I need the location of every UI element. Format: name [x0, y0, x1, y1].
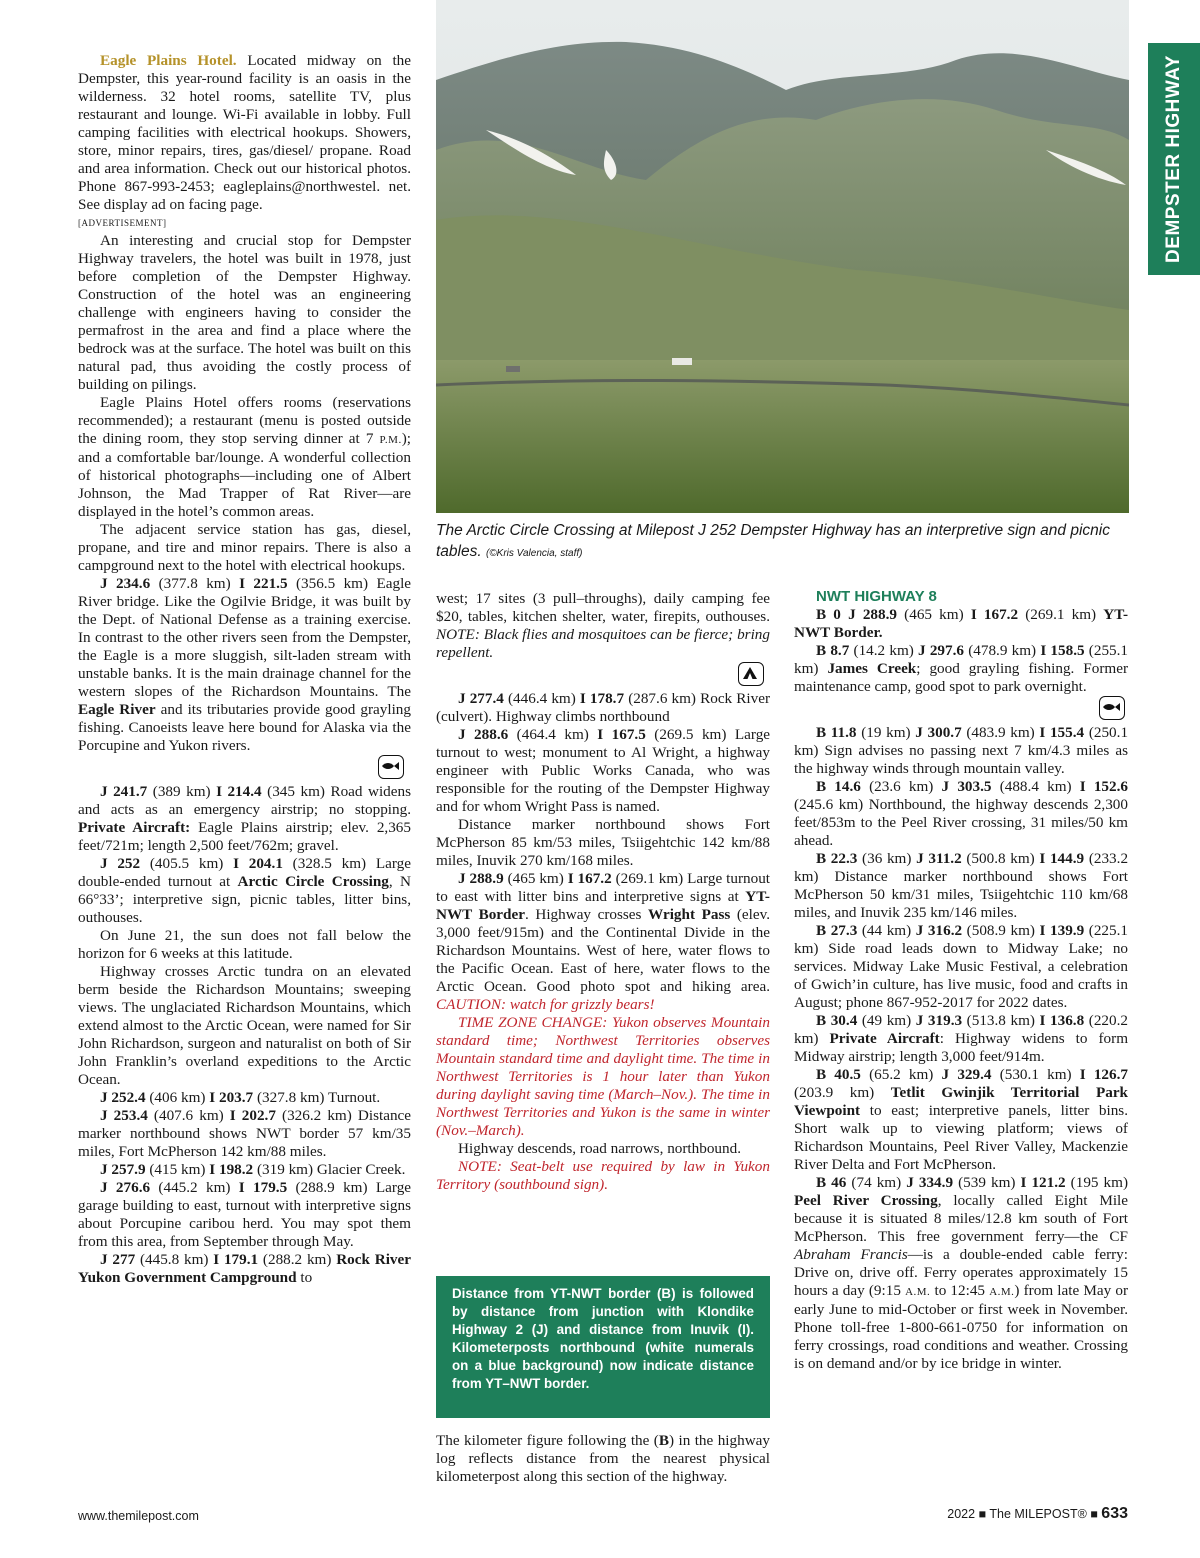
hotel-name: Eagle Plains Hotel. [100, 52, 237, 69]
photo-caption [436, 520, 1116, 564]
hotel-history: An interesting and crucial stop for Dempster Highway travelers, the hotel was built in 1978, just before completion of the Dempster Highway. Construction of the hotel was an engineering challenge with engineers having to consider the permafrost in the area and find a place where the bedrock was at the surface. The hotel was built on this natural pad, thus avoiding the costly process of building on pilings. [78, 232, 411, 393]
log-entry-j241: J 241.7 (389 km) I 214.4 (345 km) Road widens and acts as an emergency airstrip; no stopping. Private Aircraft: Eagle Plains airstrip; elev. 2,365 feet/721m; length 2,500 feet/762m; gravel. [78, 783, 412, 854]
column-2-bottom [436, 1432, 770, 1486]
log-entry-b40-5: B 40.5 (65.2 km) J 329.4 (530.1 km) I 126.7 (203.9 km) Tetlit Gwinjik Territorial Park Viewpoint to east; interpretive panels, litter bins. Short walk up to viewing platform; views of Richardson Mountains, Peel River Valley, Mackenzie River Delta and Fort McPherson. [794, 1066, 1129, 1173]
landscape-photo-illustration [436, 0, 1129, 513]
publication-label: 2022 ■ The MILEPOST® ■ [947, 1507, 1098, 1521]
photo-credit: (©Kris Valencia, staff) [485, 548, 583, 559]
kilometerpost-info-box [436, 1276, 770, 1418]
hotel-services: Eagle Plains Hotel offers rooms (reservations recommended); a restaurant (menu is posted outside the dining room, they stop serving dinner at 7 P.M.); and a comfortable bar/lounge. A wonderful collection of historical photographs—including one of Albert Johnson, the Mad Trapper of Rat River—are displayed in the hotel’s common areas. [78, 394, 411, 520]
midnight-sun-note: On June 21, the sun does not fall below the horizon for 6 weeks at this latitude. [78, 927, 411, 962]
log-entry-j277-4: J 277.4 (446.4 km) I 178.7 (287.6 km) Rock River (culvert). Highway climbs northbound [436, 690, 770, 725]
distance-marker-note: Distance marker northbound shows Fort McPherson 85 km/53 miles, Tsiigehtchic 142 km/88 miles, Inuvik 270 km/168 miles. [436, 816, 770, 869]
fish-icon-spacer [78, 755, 411, 783]
website-footer: www.themilepost.com [78, 1509, 199, 1523]
log-entry-j234: J 234.6 (377.8 km) I 221.5 (356.5 km) Eagle River bridge. Like the Ogilvie Bridge, it was built by the Dept. of National Defense as a training exercise. In contrast to the other rivers seen from the Dempster, the Eagle is a more sluggish, silt-laden stream with unstable banks. It is the main drainage channel for the western slopes of the Richardson Mountains. The Eagle River and its tributaries provide good grayling fishing. Canoeists leave here bound for Alaska via the Porcupine and Yukon rivers. [78, 575, 412, 754]
log-entry-b8-7: B 8.7 (14.2 km) J 297.6 (478.9 km) I 158.5 (255.1 km) James Creek; good grayling fishing. Former maintenance camp, good spot to park overnight. [794, 642, 1129, 695]
nwt-highway-8-header: NWT HIGHWAY 8 [816, 588, 937, 605]
log-entry-j288-6: J 288.6 (464.4 km) I 167.5 (269.5 km) Large turnout to west; monument to Al Wright, a highway engineer with Public Works Canada, who was responsible for the routing of the Dempster Highway and for whom Wright Pass is named. [436, 726, 771, 815]
kilometerpost-info-text: Distance from YT-NWT border (B) is followed by distance from junction with Klondike Highway 2 (J) and distance from Inuvik (I). Kilometerposts northbound (white numerals on a blue background) now indicate distance from YT–NWT border. [452, 1286, 754, 1391]
section-tab-label: DEMPSTER HIGHWAY [1163, 55, 1184, 263]
kilometer-figure-note: The kilometer figure following the (B) in the highway log reflects distance from the nearest physical kilometerpost along this section of the highway. [436, 1432, 770, 1485]
black-flies-note: NOTE: Black flies and mosquitoes can be fierce; bring repellent. [436, 626, 770, 661]
log-entry-j276-6: J 276.6 (445.2 km) I 179.5 (288.9 km) Large garage building to east, turnout with interpretive signs about Porcupine caribou herd. You may spot them from this area, from September through May. [78, 1179, 412, 1250]
log-entry-j253-4: J 253.4 (407.6 km) I 202.7 (326.2 km) Distance marker northbound shows NWT border 57 km/35 miles, Fort McPherson 142 km/88 miles. [78, 1107, 412, 1160]
log-entry-b30-4: B 30.4 (49 km) J 319.3 (513.8 km) I 136.8 (220.2 km) Private Aircraft: Highway widens to form Midway airstrip; length 3,000 feet/914m. [794, 1012, 1129, 1065]
column-1 [78, 52, 411, 1287]
log-entry-b46: B 46 (74 km) J 334.9 (539 km) I 121.2 (195 km) Peel River Crossing, locally called Eight Mile because it is situated 8 miles/12.8 km south of Fort McPherson. This free government ferry—the CF Abraham Francis—is a double-ended cable ferry: Drive on, drive off. Ferry operates approximately 15 hours a day (9:15 A.M. to 12:45 A.M.) from late May or early June to mid-October or first week in November. Phone toll-free 1-800-661-0750 for information on ferry crossings, road conditions and weather. Crossing is on demand and/or by ice bridge in winter. [794, 1174, 1129, 1372]
highway-descends-note: Highway descends, road narrows, northbound. [458, 1140, 742, 1157]
campground-continued: west; 17 sites (3 pull–throughs), daily camping fee $20, tables, kitchen shelter, water, firepits, outhouses. NOTE: Black flies and mosquitoes can be fierce; bring repellent. [436, 590, 770, 661]
fish-icon [1099, 696, 1125, 720]
caption-text: The Arctic Circle Crossing at Milepost J 252 Dempster Highway has an interpretive sign and picnic tables. [436, 522, 1110, 560]
time-zone-change: TIME ZONE CHANGE: Yukon observes Mountain standard time; Northwest Territories observes Mountain standard time and daylight time. The time in Northwest Territories is 1 hour later than Yukon during daylight saving time (March–Nov.). The time in Northwest Territories and Yukon is the same in winter (Nov.–March). [436, 1014, 770, 1139]
log-entry-j288-9: J 288.9 (465 km) I 167.2 (269.1 km) Large turnout to east with litter bins and interpretive signs at YT-NWT Border. Highway crosses Wright Pass (elev. 3,000 feet/915m) and the Continental Divide in the Richardson Mountains. West of here, water flows to the Pacific Ocean. East of here, water flows to the Arctic Ocean. Good photo spot and hiking area. CAUTION: watch for grizzly bears! [436, 870, 771, 1013]
hotel-ad-text: Located midway on the Dempster, this year-round facility is an oasis in the wilderness. 32 hotel rooms, satellite TV, plus restaurant and lounge. Wi-Fi available in lobby. Full camping facilities with electrical hookups. Showers, store, minor repairs, tires, gas/diesel/ propane. Road and area information. Check out our historical photos. Phone 867-993-2453; eagleplains@northwestel. net. See display ad on facing page. [78, 52, 412, 213]
log-entry-b14-6: B 14.6 (23.6 km) J 303.5 (488.4 km) I 152.6 (245.6 km) Northbound, the highway descends 2,300 feet/853m to the Peel River crossing, 31 miles/50 km ahead. [794, 778, 1129, 849]
service-station: The adjacent service station has gas, diesel, propane, and tire and minor repairs. There is also a campground next to the hotel with electrical hookups. [78, 521, 411, 574]
advertisement-label: [ADVERTISEMENT] [78, 218, 167, 228]
log-entry-j252: J 252 (405.5 km) I 204.1 (328.5 km) Large double-ended turnout at Arctic Circle Crossing, N 66°33’; interpretive sign, picnic tables, litter bins, outhouses. [78, 855, 412, 926]
log-entry-b0: B 0 J 288.9 (465 km) I 167.2 (269.1 km) YT-NWT Border. [794, 606, 1129, 641]
pm-label: P.M. [379, 434, 402, 446]
log-entry-b11-8: B 11.8 (19 km) J 300.7 (483.9 km) I 155.4 (250.1 km) Sign advises no passing next 7 km/4.3 miles as the highway winds through mountain valley. [794, 724, 1129, 777]
log-entry-j277: J 277 (445.8 km) I 179.1 (288.2 km) Rock River Yukon Government Campground to [78, 1251, 412, 1286]
page-number: 633 [1101, 1505, 1128, 1522]
hotel-ad [78, 52, 411, 232]
column-2 [436, 590, 770, 1194]
grizzly-caution: CAUTION: watch for grizzly bears! [436, 996, 655, 1013]
log-entry-b27-3: B 27.3 (44 km) J 316.2 (508.9 km) I 139.9 (225.1 km) Side road leads down to Midway Lake; no services. Midway Lake Music Festival, a celebration of Gwich’in culture, has live music, food and crafts in August; phone 867-952-2017 for 2022 dates. [794, 922, 1129, 1011]
log-entry-j257-9: J 257.9 (415 km) I 198.2 (319 km) Glacier Creek. [100, 1161, 406, 1178]
richardson-mountains-note: Highway crosses Arctic tundra on an elevated berm beside the Richardson Mountains; sweeping views. The unglaciated Richardson Mountains, which extend almost to the Arctic Ocean, were named for Sir John Richardson, surgeon and naturalist on both of Sir John Franklin’s overland expeditions to the Arctic Ocean. [78, 963, 411, 1088]
log-entry-j252-4: J 252.4 (406 km) I 203.7 (327.8 km) Turnout. [100, 1089, 381, 1106]
fish-icon-spacer-2 [794, 696, 1128, 724]
seatbelt-note: NOTE: Seat-belt use required by law in Yukon Territory (southbound sign). [436, 1158, 770, 1193]
arctic-circle-photo [436, 0, 1129, 513]
column-3 [794, 588, 1128, 1373]
section-tab [1148, 43, 1200, 275]
log-entry-b22-3: B 22.3 (36 km) J 311.2 (500.8 km) I 144.9 (233.2 km) Distance marker northbound shows Fort McPherson 50 km/31 miles, Tsiigehtchic 110 km/68 miles, and Inuvik 235 km/146 miles. [794, 850, 1129, 921]
campground-icon-spacer [436, 662, 770, 690]
campground-icon [738, 662, 764, 686]
page-footer [938, 1505, 1128, 1523]
fish-icon [378, 755, 404, 779]
